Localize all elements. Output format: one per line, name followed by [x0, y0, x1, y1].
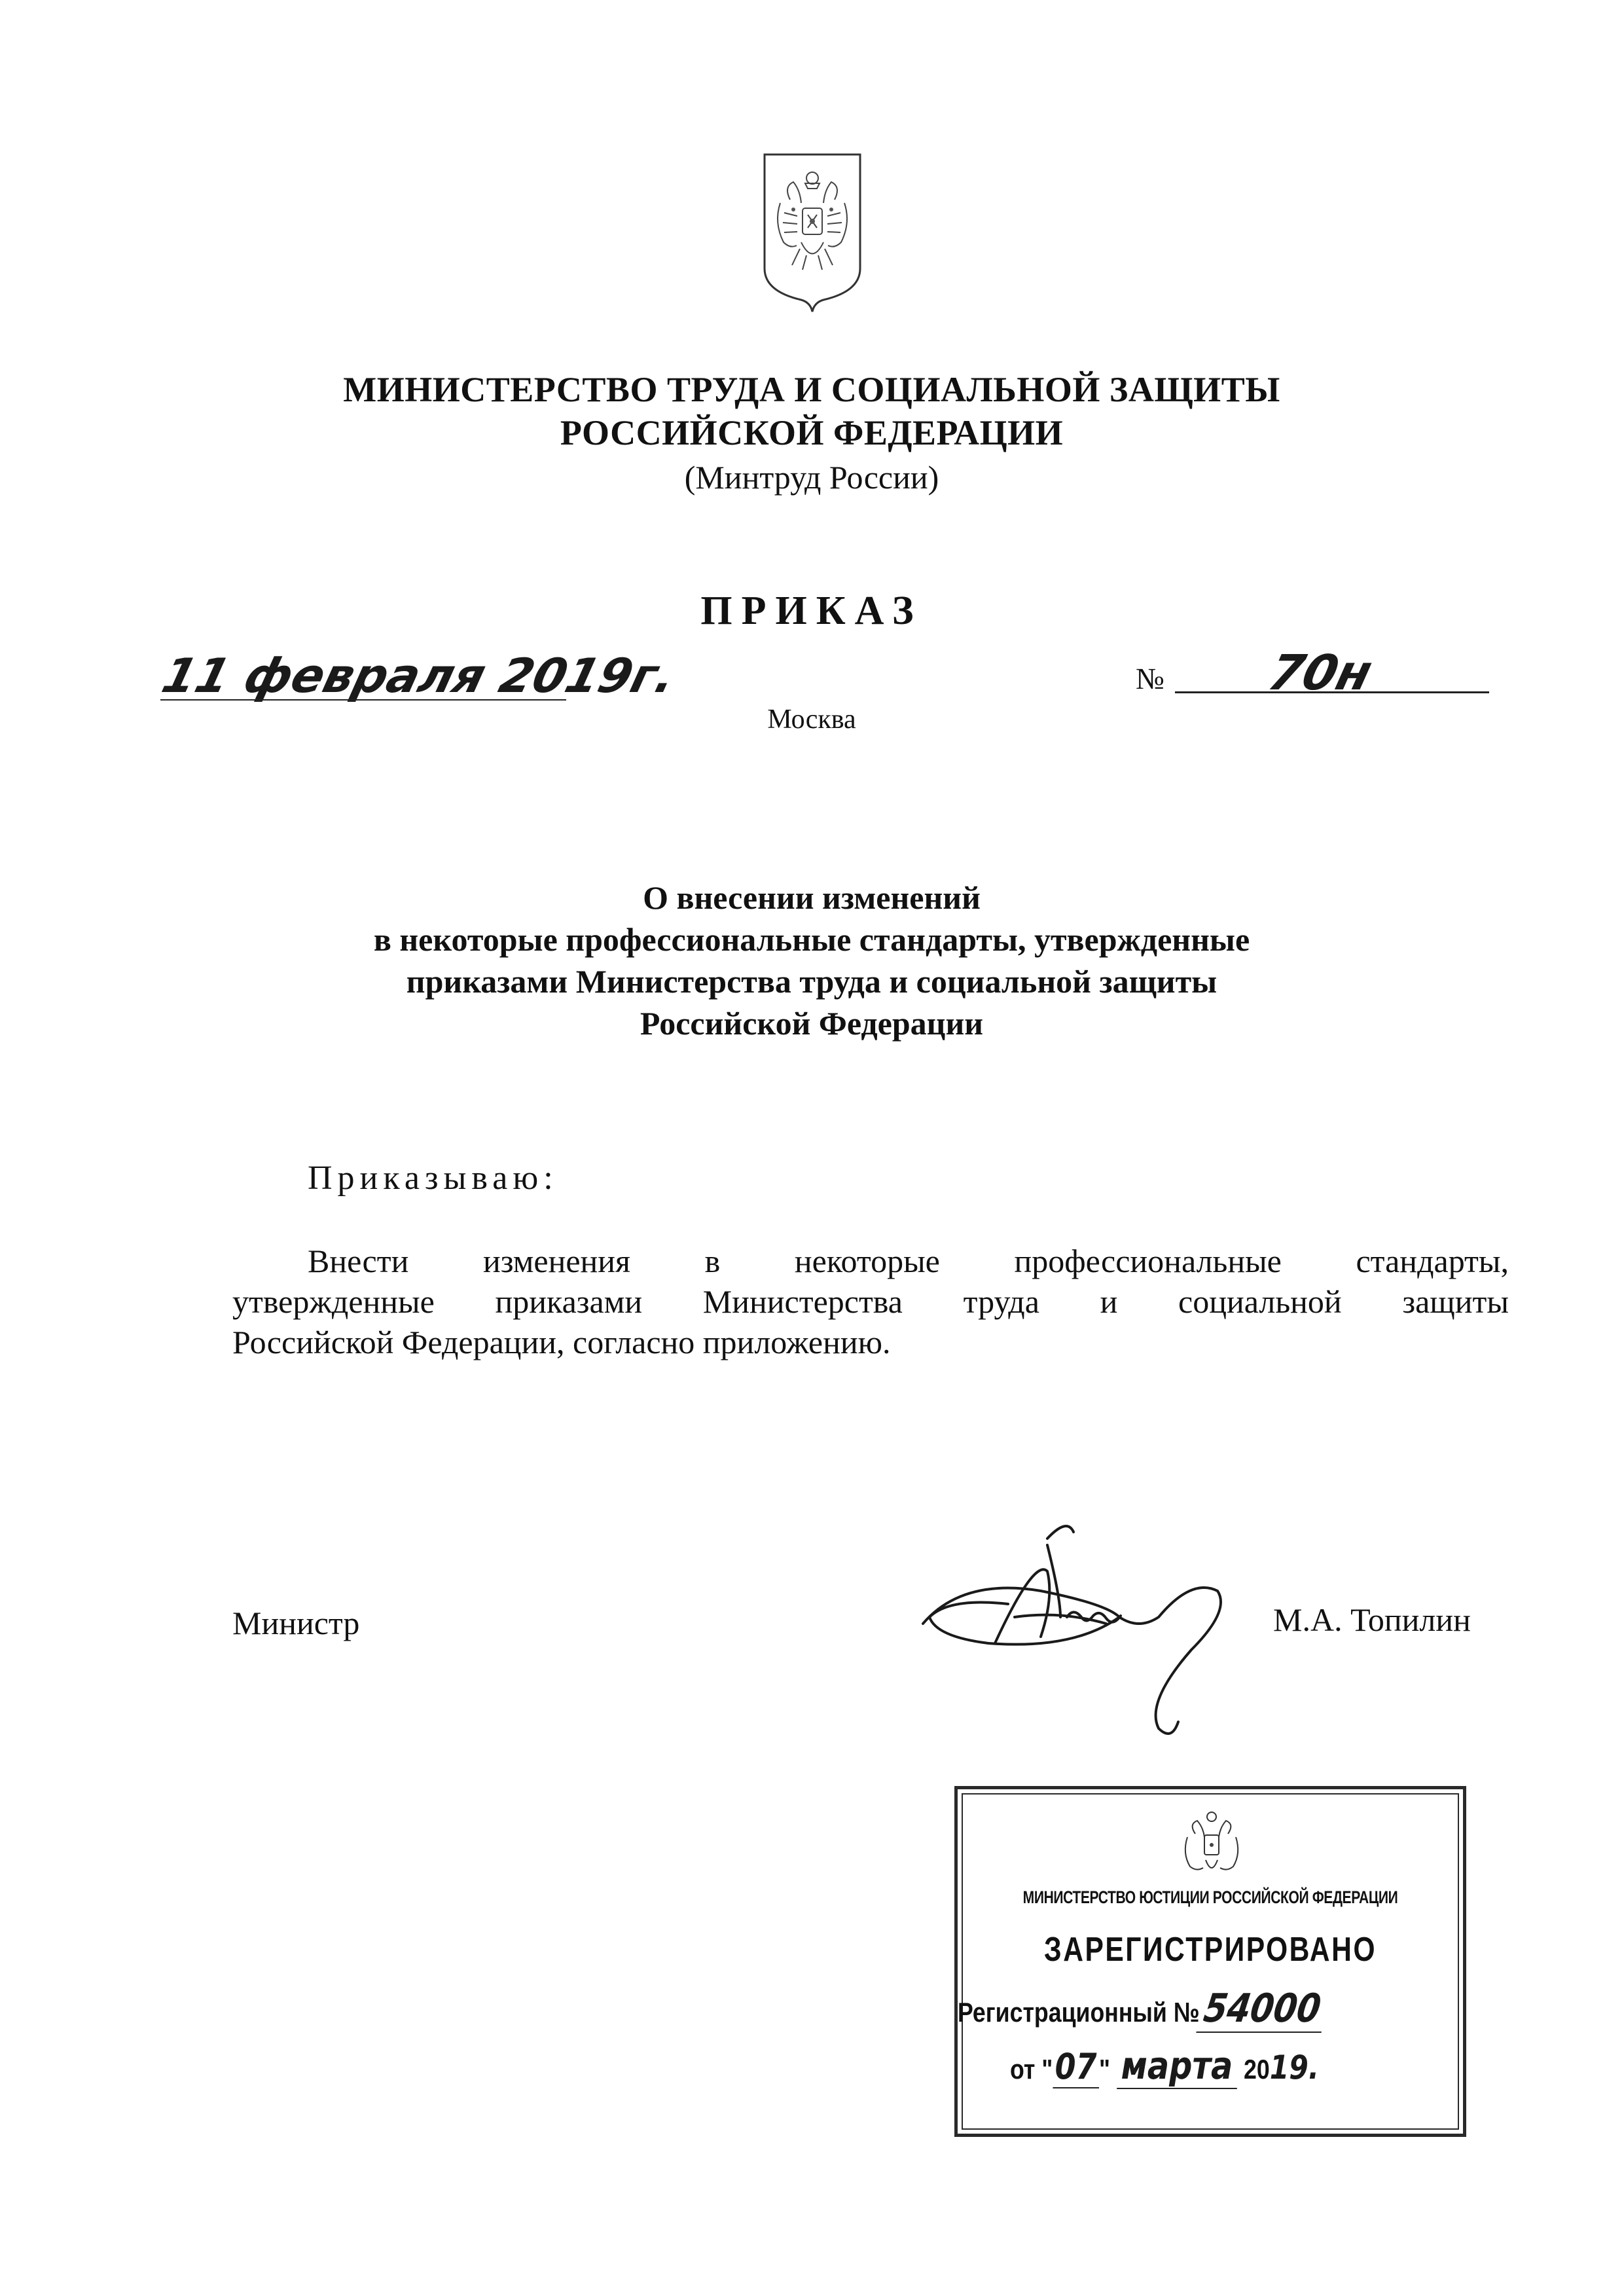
stamp-date-prefix: от	[1010, 2054, 1036, 2085]
stamp-date-year-prefix: 20	[1244, 2054, 1270, 2085]
ministry-short-name: (Минтруд России)	[684, 459, 939, 496]
subject-line3: приказами Министерства труда и социальной защиты	[406, 963, 1218, 1000]
paragraph-line2: утвержденные приказами Министерства труда и социальной защиты	[232, 1283, 1509, 1320]
order-title: ПРИКАЗ	[700, 589, 923, 633]
subject-line1: О внесении изменений	[643, 879, 981, 916]
order-number-underline	[1175, 691, 1489, 693]
date-underline	[160, 699, 566, 701]
stamp-date-month: марта	[1117, 2043, 1237, 2089]
stamp-status: ЗАРЕГИСТРИРОВАНО	[1044, 1931, 1377, 1969]
order-city: Москва	[767, 704, 856, 735]
stamp-date-year-suffix: 19.	[1269, 2049, 1320, 2086]
ministry-name-line2: РОССИЙСКОЙ ФЕДЕРАЦИИ	[560, 413, 1064, 452]
stamp-organization: МИНИСТЕРСТВО ЮСТИЦИИ РОССИЙСКОЙ ФЕДЕРАЦИИ	[1022, 1887, 1398, 1907]
order-verb: Приказываю:	[308, 1159, 558, 1197]
stamp-date-day: 07	[1053, 2046, 1099, 2088]
stamp-emblem	[1176, 1808, 1248, 1880]
subject-line2: в некоторые профессиональные стандарты, утвержденные	[373, 921, 1250, 958]
signer-name: М.А. Топилин	[1273, 1601, 1471, 1638]
order-number-handwritten: 70н	[1263, 645, 1378, 701]
ministry-name-line1: МИНИСТЕРСТВО ТРУДА И СОЦИАЛЬНОЙ ЗАЩИТЫ	[343, 370, 1280, 409]
paragraph-line3: Российской Федерации, согласно приложению.	[232, 1324, 891, 1360]
coat-of-arms-emblem	[761, 151, 864, 314]
stamp-registration-row	[958, 1986, 1325, 2033]
stamp-registration-label: Регистрационный №	[958, 1997, 1200, 2028]
ministry-of-justice-registration-stamp	[954, 1786, 1466, 2137]
order-number-label: №	[1136, 662, 1164, 695]
order-date-handwritten: 11 февраля 2019г.	[156, 648, 682, 703]
paragraph-line1: Внести изменения в некоторые профессиональные стандарты,	[308, 1243, 1509, 1279]
stamp-registration-number: 54000	[1196, 1986, 1328, 2033]
handwritten-signature	[910, 1519, 1276, 1755]
order-paragraph	[232, 1241, 1509, 1362]
stamp-date-row: от "07" марта 2019.	[1010, 2043, 1320, 2088]
subject-line4: Российской Федерации	[640, 1005, 984, 1042]
signer-position: Министр	[232, 1605, 360, 1641]
